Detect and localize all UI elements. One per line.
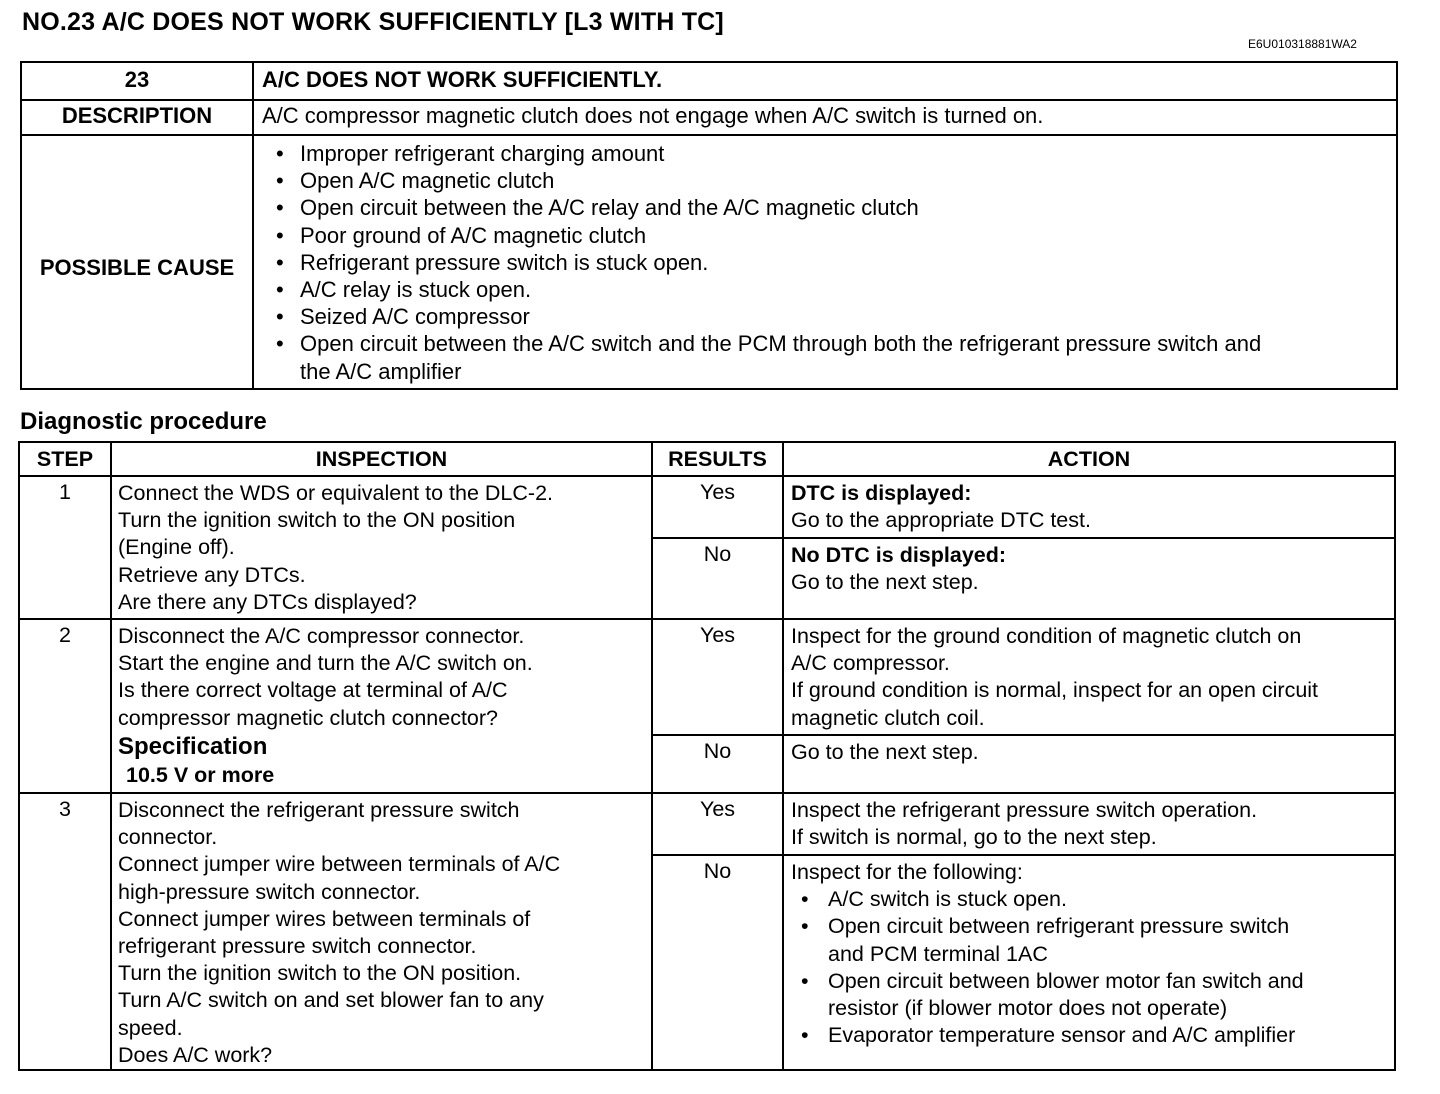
result-no: No <box>652 855 783 1070</box>
result-no: No <box>652 735 783 793</box>
action-line: Go to the appropriate DTC test. <box>791 508 1091 533</box>
list-item-line: • Open circuit between blower motor fan switch and <box>828 968 1304 993</box>
action-line: Go to the next step. <box>791 740 979 764</box>
result-yes: Yes <box>652 619 783 735</box>
inspection-line: Disconnect the refrigerant pressure switch <box>118 798 520 822</box>
step-number: 2 <box>19 619 111 793</box>
action-line: Inspect the refrigerant pressure switch operation. <box>791 798 1258 822</box>
action-cell <box>783 619 1395 735</box>
column-header-step: STEP <box>19 442 111 476</box>
action-cell <box>783 476 1395 538</box>
summary-row-causes <box>21 135 1397 389</box>
result-yes: Yes <box>652 476 783 538</box>
list-item-line: and PCM terminal 1AC <box>828 941 1048 966</box>
step-number: 1 <box>19 476 111 619</box>
step-1-inspection <box>111 476 652 619</box>
cause-line: • Open circuit between the A/C switch and the PCM through both the refrigerant pressure switch and <box>300 331 1262 357</box>
action-heading: No DTC is displayed: <box>791 543 1007 567</box>
step-number: 3 <box>19 793 111 1070</box>
step-2-yes-row <box>19 619 1395 735</box>
action-cell <box>783 855 1395 1070</box>
step-3-yes-row <box>19 793 1395 855</box>
trouble-name: A/C DOES NOT WORK SUFFICIENTLY. <box>253 62 1397 100</box>
column-header-inspection: INSPECTION <box>111 442 652 476</box>
specification-value: 10.5 V or more <box>126 762 275 787</box>
list-item-line: resistor (if blower motor does not operate) <box>828 996 1228 1021</box>
inspection-line: Disconnect the A/C compressor connector. <box>118 624 525 648</box>
action-line: Inspect for the ground condition of magnetic clutch on <box>791 624 1302 648</box>
inspection-line: Turn the ignition switch to the ON position. <box>118 961 522 986</box>
list-item <box>791 1022 1394 1049</box>
inspection-line: refrigerant pressure switch connector. <box>118 934 477 959</box>
step-1-yes-row <box>19 476 1395 538</box>
action-line: A/C compressor. <box>791 651 950 676</box>
list-item <box>791 968 1394 1022</box>
inspection-line: Connect the WDS or equivalent to the DLC-2. <box>118 481 553 505</box>
inspection-line: (Engine off). <box>118 535 235 560</box>
cause-item: • Seized A/C compressor <box>262 303 1396 330</box>
list-item-line: • A/C switch is stuck open. <box>828 887 1067 912</box>
cause-item: • Open circuit between the A/C relay and the A/C magnetic clutch <box>262 194 1396 221</box>
cause-item: • Poor ground of A/C magnetic clutch <box>262 222 1396 249</box>
document-code: E6U010318881WA2 <box>1248 37 1357 51</box>
possible-cause-label: POSSIBLE CAUSE <box>21 135 253 389</box>
inspection-line: Is there correct voltage at terminal of A/C <box>118 678 508 703</box>
summary-row-number <box>21 62 1397 100</box>
summary-table <box>20 61 1398 390</box>
action-heading: DTC is displayed: <box>791 481 972 505</box>
trouble-number: 23 <box>21 62 253 100</box>
inspection-line: speed. <box>118 1015 183 1040</box>
action-cell <box>783 538 1395 619</box>
summary-row-description <box>21 100 1397 135</box>
inspection-line: Turn A/C switch on and set blower fan to any <box>118 988 544 1013</box>
cause-line: the A/C amplifier <box>300 358 462 384</box>
inspection-line: compressor magnetic clutch connector? <box>118 705 499 730</box>
inspection-line: Retrieve any DTCs. <box>118 562 306 587</box>
column-header-action: ACTION <box>783 442 1395 476</box>
step-3-inspection <box>111 793 652 1070</box>
action-line: If ground condition is normal, inspect for an open circuit <box>791 678 1319 703</box>
inspection-line: Connect jumper wires between terminals of <box>118 906 531 931</box>
possible-cause-list-cell <box>253 135 1397 389</box>
action-cell <box>783 793 1395 855</box>
inspection-line: connector. <box>118 825 218 850</box>
inspection-line: Does A/C work? <box>118 1042 273 1067</box>
inspection-line: Turn the ignition switch to the ON position <box>118 508 516 533</box>
action-line: Inspect for the following: <box>791 860 1023 884</box>
cause-item: • A/C relay is stuck open. <box>262 276 1396 303</box>
page-title: NO.23 A/C DOES NOT WORK SUFFICIENTLY [L3 WITH TC] <box>22 8 724 36</box>
diagnostic-procedure-table <box>18 441 1396 1071</box>
action-line: Go to the next step. <box>791 570 979 595</box>
description-label: DESCRIPTION <box>21 100 253 135</box>
inspection-line: Connect jumper wire between terminals of A/C <box>118 852 561 877</box>
cause-item: • Improper refrigerant charging amount <box>262 140 1396 167</box>
description-text: A/C compressor magnetic clutch does not engage when A/C switch is turned on. <box>253 100 1397 135</box>
inspection-line: Are there any DTCs displayed? <box>118 589 417 614</box>
table-header-row <box>19 442 1395 476</box>
diagnostic-procedure-heading: Diagnostic procedure <box>20 408 267 435</box>
inspection-item-list <box>791 886 1394 1049</box>
specification-label: Specification <box>118 732 268 760</box>
action-line: If switch is normal, go to the next step. <box>791 825 1157 850</box>
list-item <box>791 913 1394 967</box>
inspection-line: Start the engine and turn the A/C switch on. <box>118 651 533 676</box>
column-header-results: RESULTS <box>652 442 783 476</box>
list-item-line: • Evaporator temperature sensor and A/C amplifier <box>828 1023 1296 1048</box>
list-item-line: • Open circuit between refrigerant pressure switch <box>828 914 1290 939</box>
action-line: magnetic clutch coil. <box>791 705 985 730</box>
list-item <box>791 886 1394 913</box>
result-no: No <box>652 538 783 619</box>
cause-item <box>262 330 1396 384</box>
cause-item: • Refrigerant pressure switch is stuck open. <box>262 249 1396 276</box>
result-yes: Yes <box>652 793 783 855</box>
action-cell <box>783 735 1395 793</box>
possible-cause-list <box>262 140 1396 385</box>
cause-item: • Open A/C magnetic clutch <box>262 167 1396 194</box>
inspection-line: high-pressure switch connector. <box>118 879 421 904</box>
step-2-inspection <box>111 619 652 793</box>
